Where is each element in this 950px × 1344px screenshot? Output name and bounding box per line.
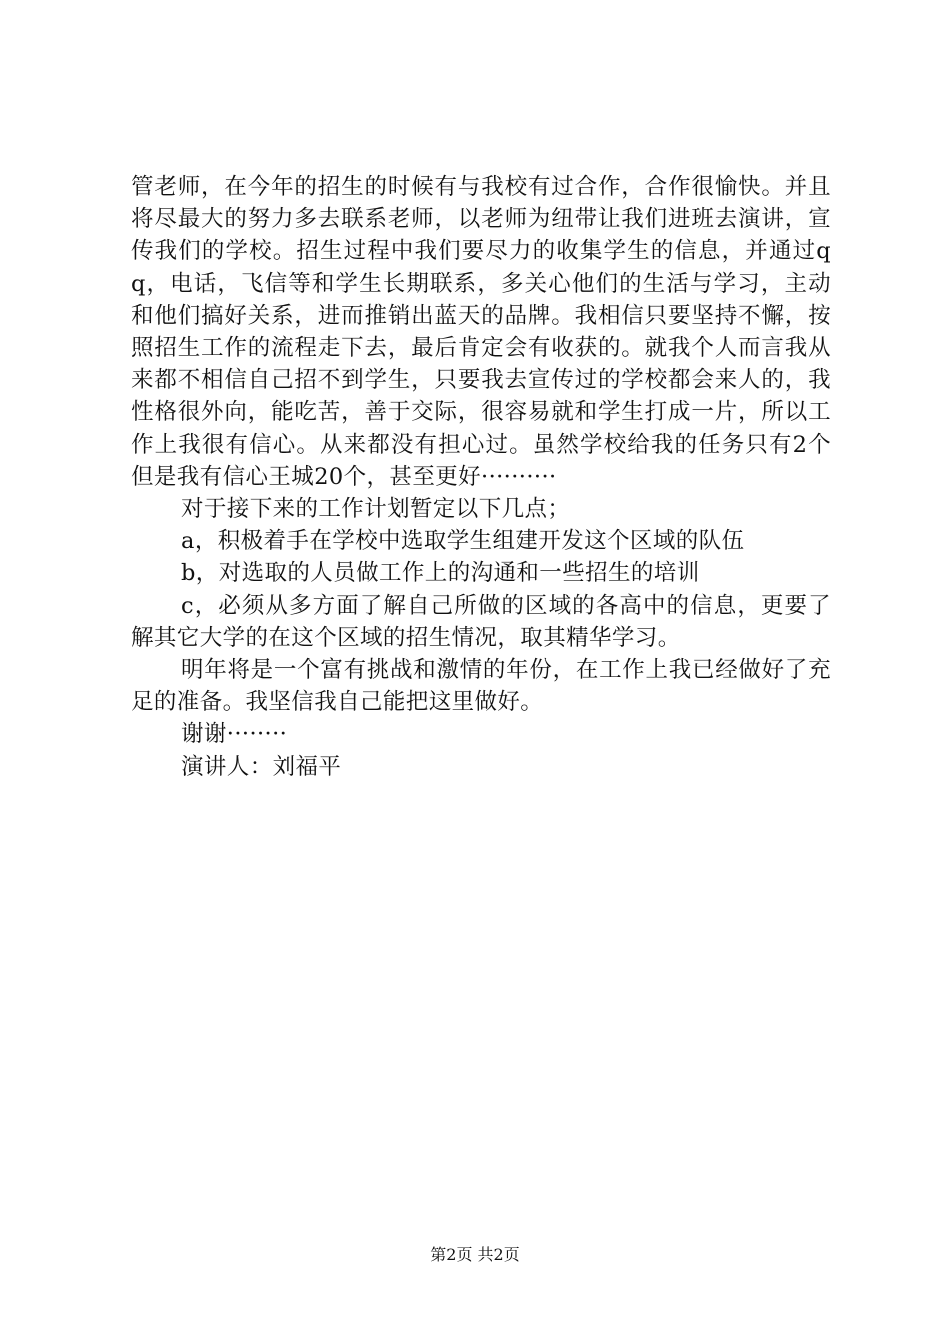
paragraph-thanks: 谢谢········ bbox=[181, 721, 288, 748]
paragraph-continuation: 管老师，在今年的招生的时候有与我校有过合作，合作很愉快。并且将尽最大的努力多去联系老师，以老师为纽带让我们进班去演讲，宣传我们的学校。招生过程中我们要尽力的收集学生的信息，并通过qq，电话，飞信等和学生长期联系，多关心他们的生活与学习，主动和他们搞好关系，进而推销出蓝天的品牌。我相信只要坚持不懈，按照招生工作的流程走下去，最后肯定会有收获的。就我个人而言我从来都不相信自己招不到学生，只要我去宣传过的学校都会来人的，我性格很外向，能吃苦，善于交际，很容易就和学生打成一片，所以工作上我很有信心。从来都没有担心过。虽然学校给我的任务只有2个但是我有信心王城20个，甚至更好·········· bbox=[131, 174, 831, 490]
paragraph-plan-c: c，必须从多方面了解自己所做的区域的各高中的信息，更要了解其它大学的在这个区域的招生情况，取其精华学习。 bbox=[131, 592, 831, 651]
paragraph-speaker: 演讲人：刘福平 bbox=[181, 753, 342, 780]
paragraph-plan-intro: 对于接下来的工作计划暂定以下几点； bbox=[181, 496, 571, 523]
paragraph-plan-a: a，积极着手在学校中选取学生组建开发这个区域的队伍 bbox=[181, 528, 745, 555]
document-body bbox=[131, 171, 831, 783]
page-number-footer: 第2页 共2页 bbox=[430, 1245, 520, 1264]
paragraph-next-year: 明年将是一个富有挑战和激情的年份，在工作上我已经做好了充足的准备。我坚信我自己能把这里做好。 bbox=[131, 657, 831, 716]
paragraph-plan-b: b，对选取的人员做工作上的沟通和一些招生的培训 bbox=[181, 560, 700, 587]
